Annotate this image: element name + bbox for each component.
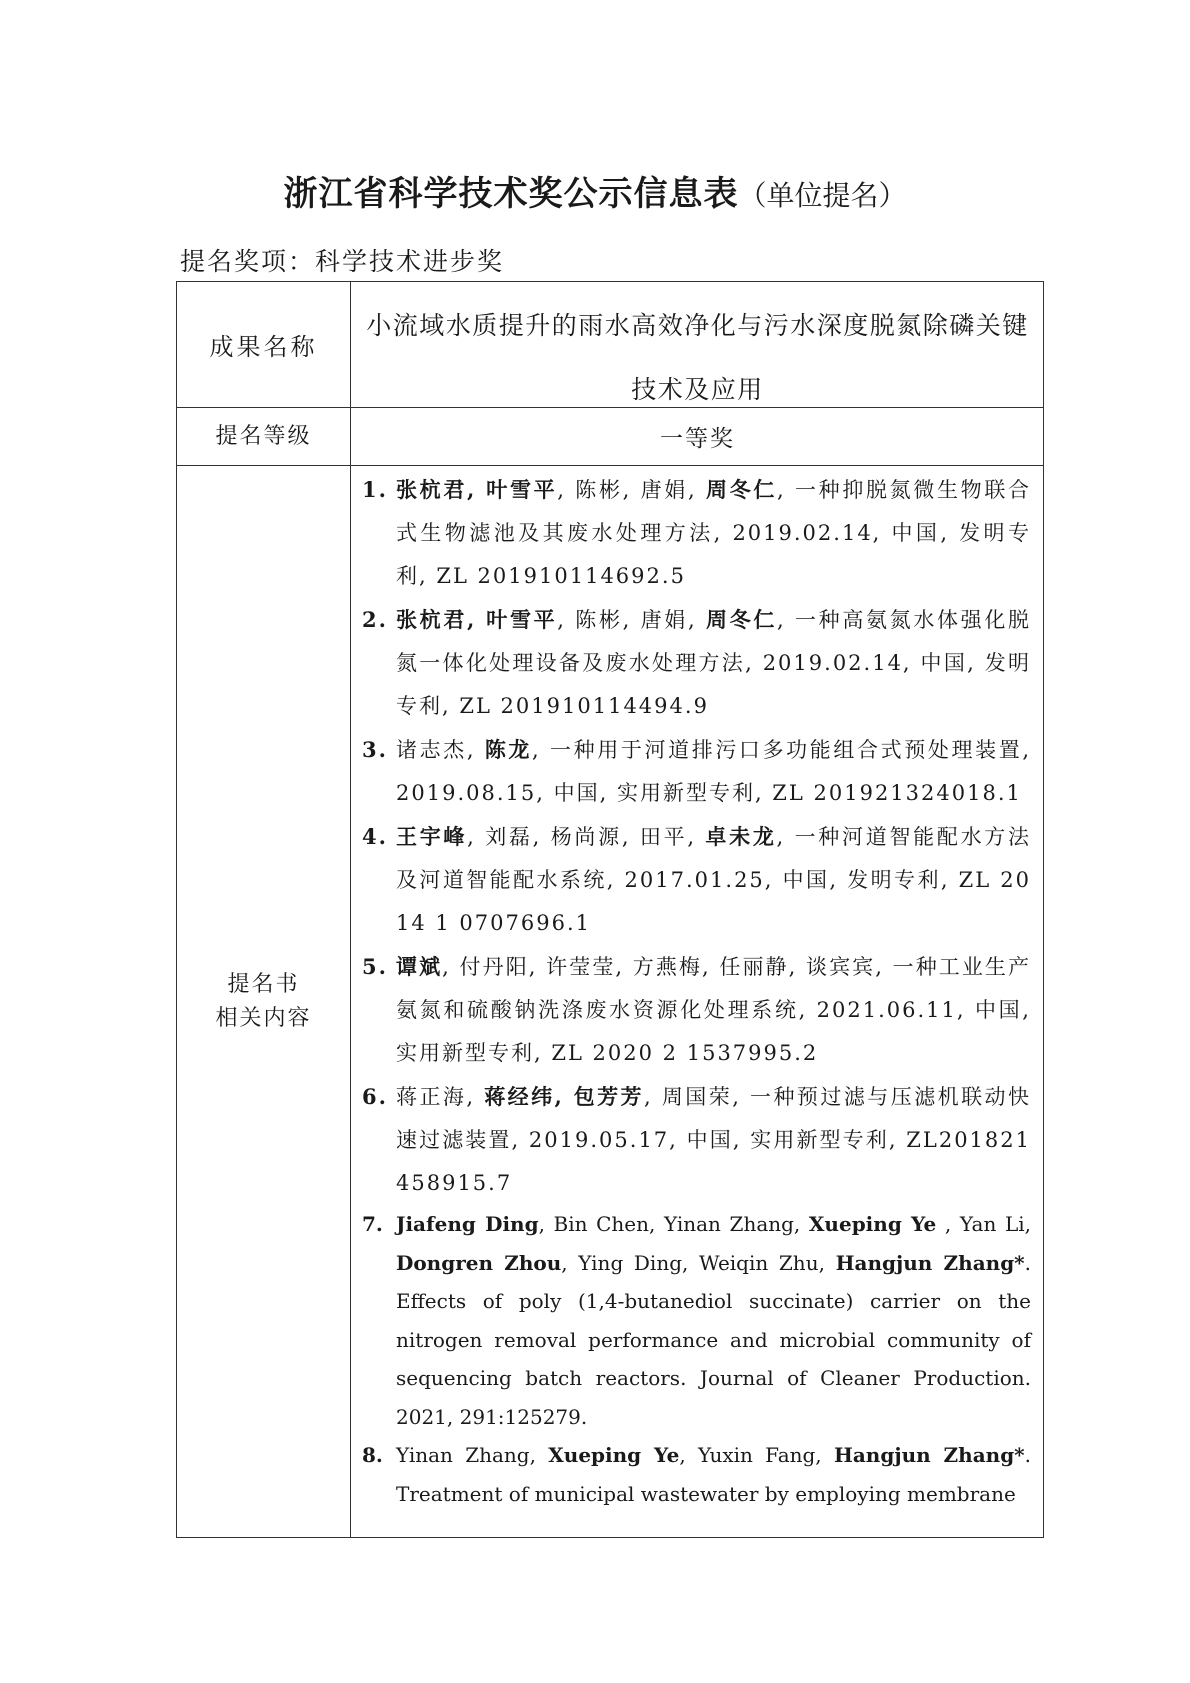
award-type: 提名奖项：科学技术进步奖 xyxy=(180,247,505,276)
reference-details: , 一种抑脱氮微生物联合式生物滤池及其废水处理方法, 2019.02.14, 中国, 发明专利, ZL 201910114692.5 xyxy=(396,478,1031,588)
content-label xyxy=(177,466,350,1537)
reference-details: , 付丹阳, 许莹莹, 方燕梅, 任丽静, 谈宾宾, 一种工业生产氨氮和硫酸钠洗涤废水资源化处理系统, 2021.06.11, 中国, 实用新型专利, ZL 2020 2 1537995.2 xyxy=(396,955,1031,1065)
reference-number: 2. xyxy=(362,607,388,632)
reference-item xyxy=(362,1075,1031,1205)
reference-item xyxy=(362,468,1031,598)
reference-details: , 周国荣, 一种预过滤与压滤机联动快速过滤装置, 2019.05.17, 中国, 实用新型专利, ZL201821458915.7 xyxy=(396,1085,1032,1195)
page-title xyxy=(0,170,1190,220)
reference-number: 1. xyxy=(362,477,388,502)
content-row xyxy=(177,466,1043,1537)
achievement-name: 小流域水质提升的雨水高效净化与污水深度脱氮除磷关键技术及应用 xyxy=(366,311,1029,404)
reference-number: 8. xyxy=(362,1443,383,1467)
reference-number: 5. xyxy=(362,954,388,979)
reference-authors: , Ying Ding, Weiqin Zhu, xyxy=(561,1250,836,1275)
content-label-line2: 相关内容 xyxy=(215,1005,312,1031)
reference-author-highlight: Hangjun Zhang* xyxy=(833,1443,1025,1467)
form-title-suffix: （单位提名） xyxy=(738,179,907,212)
reference-author-highlight: 卓未龙 xyxy=(705,824,777,849)
content-value-cell xyxy=(352,466,1043,1537)
level-value-cell xyxy=(352,408,1043,465)
reference-author-highlight: 周冬仁 xyxy=(706,477,777,502)
reference-details: , 一种高氨氮水体强化脱氮一体化处理设备及废水处理方法, 2019.02.14, 中国, 发明专利, ZL 201910114494.9 xyxy=(396,608,1031,718)
column-divider xyxy=(350,408,351,465)
reference-details: , 一种用于河道排污口多功能组合式预处理装置, 2019.08.15, 中国, 实用新型专利, ZL 201921324018.1 xyxy=(396,738,1031,805)
content-label-line1: 提名书 xyxy=(227,971,300,997)
reference-number: 6. xyxy=(362,1084,388,1109)
reference-author-highlight: 张杭君, 叶雪平 xyxy=(396,607,558,632)
reference-details: . Treatment of municipal wastewater by employing membrane xyxy=(396,1443,1031,1506)
reference-author-highlight: Xueping Ye xyxy=(808,1212,937,1236)
reference-list xyxy=(362,468,1031,1513)
reference-author-highlight: 陈龙 xyxy=(484,737,533,762)
reference-number: 3. xyxy=(362,737,388,762)
reference-authors: Yinan Zhang, xyxy=(396,1443,549,1467)
reference-author-highlight: 蒋经纬, 包芳芳 xyxy=(484,1084,645,1109)
info-table xyxy=(176,281,1044,1538)
reference-author-highlight: Xueping Ye xyxy=(548,1443,680,1467)
reference-author-highlight: 谭斌 xyxy=(396,954,443,979)
reference-authors: 蒋正海, xyxy=(396,1085,485,1109)
reference-item xyxy=(362,1436,1031,1513)
reference-authors: , 陈彬, 唐娟, xyxy=(557,478,706,502)
reference-item xyxy=(362,815,1031,945)
reference-author-highlight: 王宇峰 xyxy=(396,824,468,849)
reference-details: . Effects of poly (1,4-butanediol succinate) carrier on the nitrogen removal performance and microbial community of sequencing batch reactors. Journal of Cleaner Production. 2021, 291:125279. xyxy=(396,1250,1031,1429)
column-divider xyxy=(350,466,351,1537)
achievement-label: 成果名称 xyxy=(209,333,318,361)
reference-authors: , 陈彬, 唐娟, xyxy=(557,608,706,632)
reference-item xyxy=(362,728,1031,815)
reference-author-highlight: 周冬仁 xyxy=(706,607,777,632)
form-title: 浙江省科学技术奖公示信息表 xyxy=(283,174,739,214)
level-label: 提名等级 xyxy=(215,423,312,449)
achievement-value-cell xyxy=(352,282,1043,407)
reference-details: , 一种河道智能配水方法及河道智能配水系统, 2017.01.25, 中国, 发明专利, ZL 2014 1 0707696.1 xyxy=(396,825,1032,935)
reference-authors: , Yuxin Fang, xyxy=(679,1443,834,1467)
achievement-row xyxy=(177,282,1043,408)
reference-item xyxy=(362,1205,1031,1436)
reference-authors: 诸志杰, xyxy=(396,738,485,762)
reference-authors: , Yan Li, xyxy=(936,1212,1031,1236)
reference-item xyxy=(362,945,1031,1075)
level-value: 一等奖 xyxy=(660,426,735,452)
level-row xyxy=(177,408,1043,466)
column-divider xyxy=(350,282,351,407)
reference-authors: , Bin Chen, Yinan Zhang, xyxy=(538,1212,809,1236)
reference-number: 7. xyxy=(362,1212,383,1236)
reference-author-highlight: Hangjun Zhang* xyxy=(835,1250,1025,1275)
reference-number: 4. xyxy=(362,824,388,849)
reference-author-highlight: Dongren Zhou xyxy=(396,1250,562,1275)
reference-authors: , 刘磊, 杨尚源, 田平, xyxy=(467,825,706,849)
reference-author-highlight: Jiafeng Ding xyxy=(396,1212,539,1236)
reference-author-highlight: 张杭君, 叶雪平 xyxy=(396,477,558,502)
reference-item xyxy=(362,598,1031,728)
